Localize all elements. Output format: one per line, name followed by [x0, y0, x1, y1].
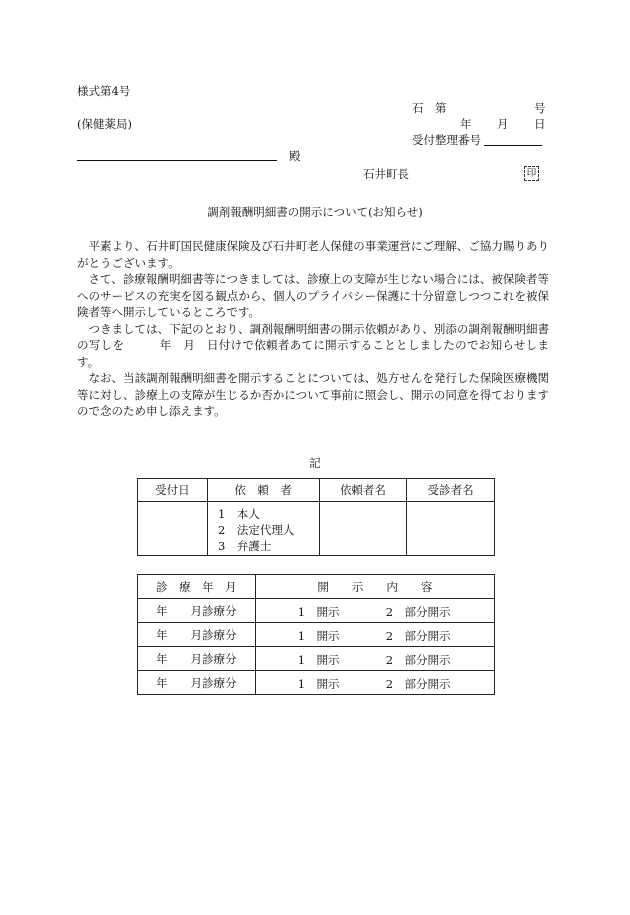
- patient-name-cell[interactable]: [407, 502, 495, 556]
- table-row: [138, 671, 495, 695]
- seal-mark: 印: [524, 166, 539, 181]
- disclosure-choice-cell: [255, 671, 494, 695]
- disclosure-table: [137, 574, 495, 695]
- treatment-period-cell: 年 月診療分: [138, 647, 256, 671]
- issuer-name: 石井町長: [363, 167, 409, 181]
- choice-disclose[interactable]: 1 開示: [297, 677, 340, 691]
- requester-option-lawyer: 3 弁護士: [218, 539, 272, 553]
- doc-number-suffix: 号: [534, 101, 546, 115]
- choice-partial-disclose[interactable]: 2 部分開示: [385, 605, 451, 619]
- disclosure-choice-cell: [255, 647, 494, 671]
- receipt-number-label: 受付整理番号: [412, 133, 481, 147]
- choice-partial-disclose[interactable]: 2 部分開示: [385, 677, 451, 691]
- treatment-period-cell: 年 月診療分: [138, 671, 256, 695]
- date-year-label: 年: [460, 117, 472, 131]
- choice-disclose[interactable]: 1 開示: [297, 605, 340, 619]
- choice-disclose[interactable]: 1 開示: [297, 629, 340, 643]
- request-table-header-row: [138, 479, 495, 502]
- document-title: 調剤報酬明細書の開示について(お知らせ): [207, 205, 423, 219]
- header-cell-disclosure-content: 開 示 内 容: [255, 575, 494, 599]
- header-cell-reception-date: 受付日: [138, 479, 208, 502]
- table-row: [138, 623, 495, 647]
- ki-heading: 記: [309, 456, 321, 470]
- disclosure-choice-cell: [255, 599, 494, 623]
- request-table: [137, 478, 495, 556]
- requester-option-self: 1 本人: [218, 507, 260, 521]
- paragraph: 平素より、石井町国民健康保険及び石井町老人保健の事業運営にご理解、ご協力賜りありがとうございます。: [77, 239, 549, 270]
- form-number: 様式第4号: [77, 84, 131, 98]
- addressee-honorific: 殿: [289, 149, 301, 163]
- doc-number-prefix: 石 第: [412, 101, 447, 115]
- paragraph: つきましては、下記のとおり、調剤報酬明細書の開示依頼があり、別添の調剤報酬明細書の写しを 年 月 日付けで依頼者あてに開示することとしましたのでお知らせします。: [77, 321, 549, 369]
- treatment-period-cell: 年 月診療分: [138, 623, 256, 647]
- reception-date-cell[interactable]: [138, 502, 208, 556]
- header-cell-requester-name: 依頼者名: [319, 479, 407, 502]
- paragraph: さて、診療報酬明細書等につきましては、診療上の支障が生じない場合には、被保険者等へのサービスの充実を図る観点から、個人のプライバシー保護に十分留意しつつこれを被保険者等へ開示しているところです。: [77, 272, 549, 319]
- choice-partial-disclose[interactable]: 2 部分開示: [385, 653, 451, 667]
- requester-option-legal-rep: 2 法定代理人: [218, 523, 295, 537]
- table-row: [138, 647, 495, 671]
- choice-partial-disclose[interactable]: 2 部分開示: [385, 629, 451, 643]
- date-month-label: 月: [497, 117, 509, 131]
- paragraph: なお、当該調剤報酬明細書を開示することについては、処方せんを発行した保険医療機関等に対し、診療上の支障が生じるか否かについて事前に照会し、開示の同意を得ておりますので念のため申し添えます。: [77, 371, 549, 418]
- sender-department: (保健薬局): [77, 117, 132, 131]
- header-cell-treatment-period: 診 療 年 月: [138, 575, 256, 599]
- date-day-label: 日: [534, 117, 546, 131]
- body-text: [77, 238, 549, 420]
- addressee-blank: [77, 160, 277, 161]
- header-cell-patient-name: 受診者名: [407, 479, 495, 502]
- requester-option-list: [218, 506, 294, 554]
- treatment-period-cell: 年 月診療分: [138, 599, 256, 623]
- disclosure-choice-cell: [255, 623, 494, 647]
- receipt-number-blank: [484, 145, 542, 146]
- disclosure-table-header-row: [138, 575, 495, 599]
- header-cell-requester: 依 頼 者: [207, 479, 319, 502]
- requester-name-cell[interactable]: [319, 502, 407, 556]
- choice-disclose[interactable]: 1 開示: [297, 653, 340, 667]
- request-table-row: [138, 502, 495, 556]
- table-row: [138, 599, 495, 623]
